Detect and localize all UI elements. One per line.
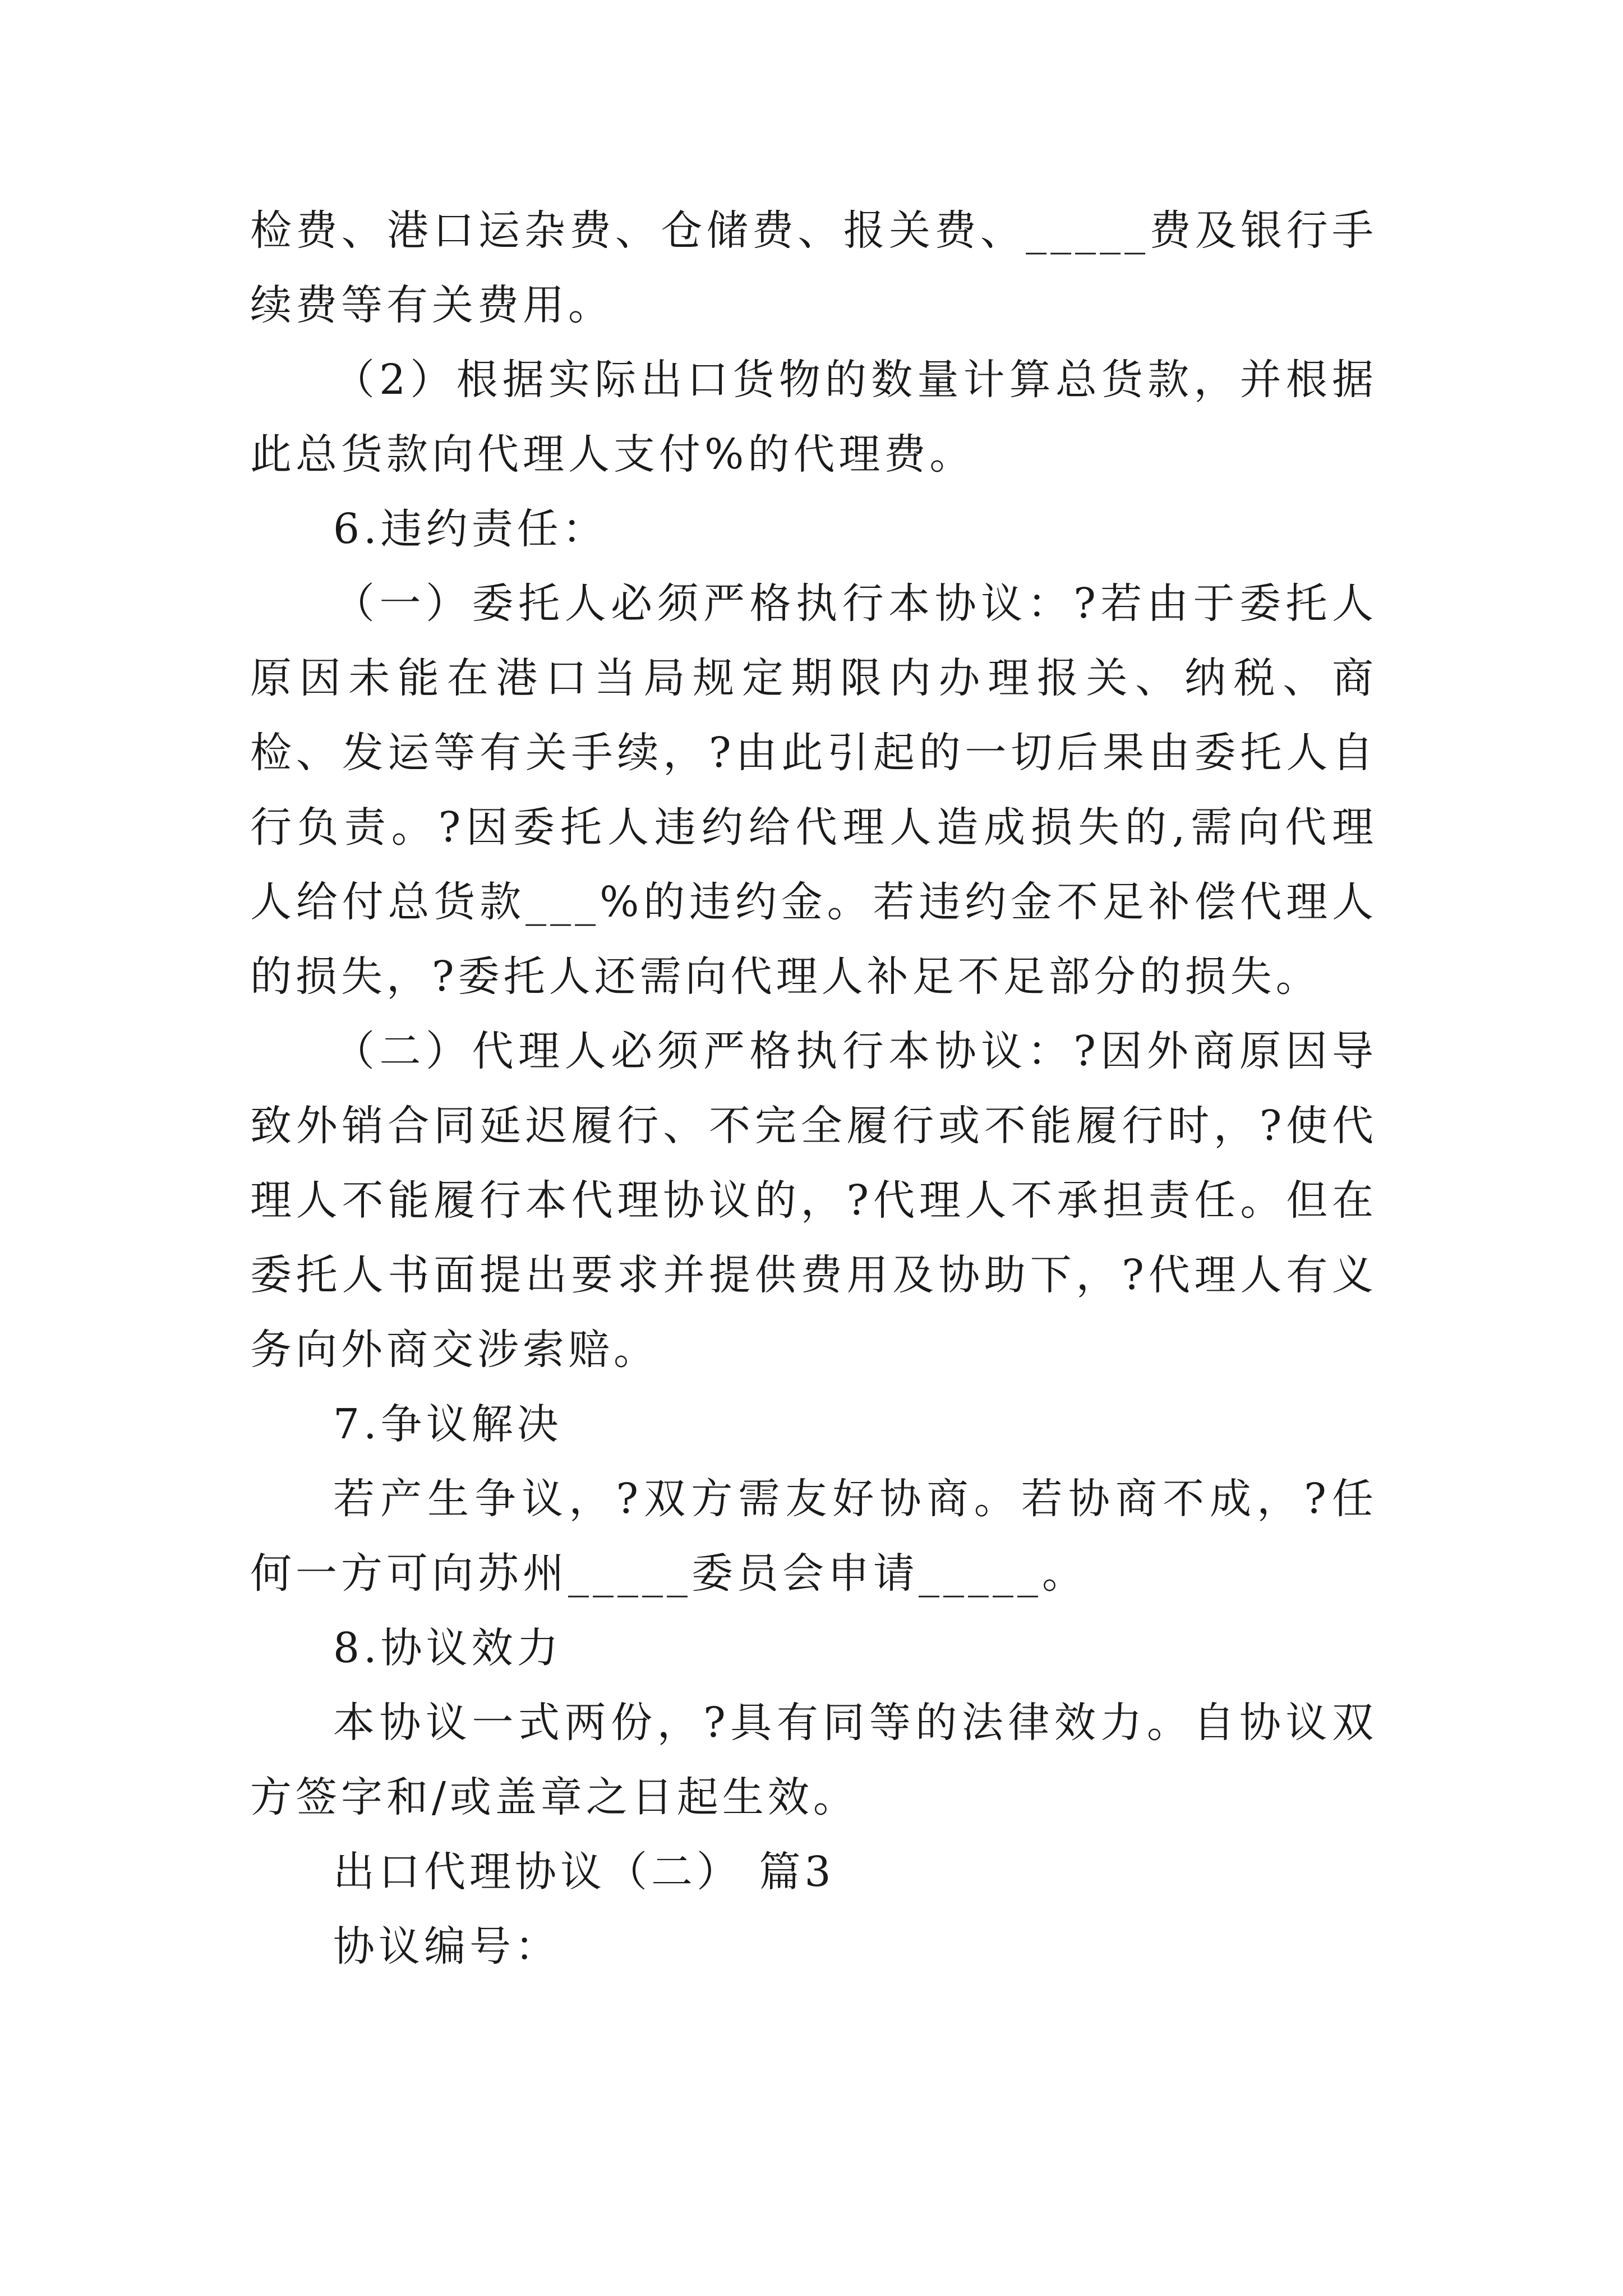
paragraph-agency-fee: （2）根据实际出口货物的数量计算总货款，并根据此总货款向代理人支付%的代理费。 bbox=[250, 356, 1377, 478]
paragraph-agreement-effect: 本协议一式两份，?具有同等的法律效力。自协议双方签字和/或盖章之日起生效。 bbox=[250, 1699, 1377, 1821]
paragraph-dispute-resolution: 若产生争议，?双方需友好协商。若协商不成，?任何一方可向苏州_____委员会申请_____。 bbox=[250, 1475, 1377, 1598]
section-title-part3: 出口代理协议（二） 篇3 bbox=[333, 1848, 835, 1896]
document-body bbox=[250, 194, 1377, 1984]
agreement-number-label: 协议编号： bbox=[333, 1922, 560, 1971]
heading-agreement-effect: 8.协议效力 bbox=[333, 1624, 562, 1672]
heading-breach-liability: 6.违约责任： bbox=[333, 505, 608, 553]
paragraph-principal-obligation: （一）委托人必须严格执行本协议：?若由于委托人原因未能在港口当局规定期限内办理报关、纳税、商检、发运等有关手续，?由此引起的一切后果由委托人自行负责。?因委托人违约给代理人造成损失的,需向代理人给付总货款___%的违约金。若违约金不足补偿代理人的损失，?委托人还需向代理人补足不足部分的损失。 bbox=[250, 579, 1377, 1001]
paragraph-agent-obligation: （二）代理人必须严格执行本协议：?因外商原因导致外销合同延迟履行、不完全履行或不能履行时，?使代理人不能履行本代理协议的，?代理人不承担责任。但在委托人书面提出要求并提供费用及协助下，?代理人有义务向外商交涉索赔。 bbox=[250, 1027, 1377, 1374]
heading-dispute-resolution: 7.争议解决 bbox=[333, 1400, 562, 1448]
paragraph-fees-continued: 检费、港口运杂费、仓储费、报关费、_____费及银行手续费等有关费用。 bbox=[250, 206, 1377, 329]
